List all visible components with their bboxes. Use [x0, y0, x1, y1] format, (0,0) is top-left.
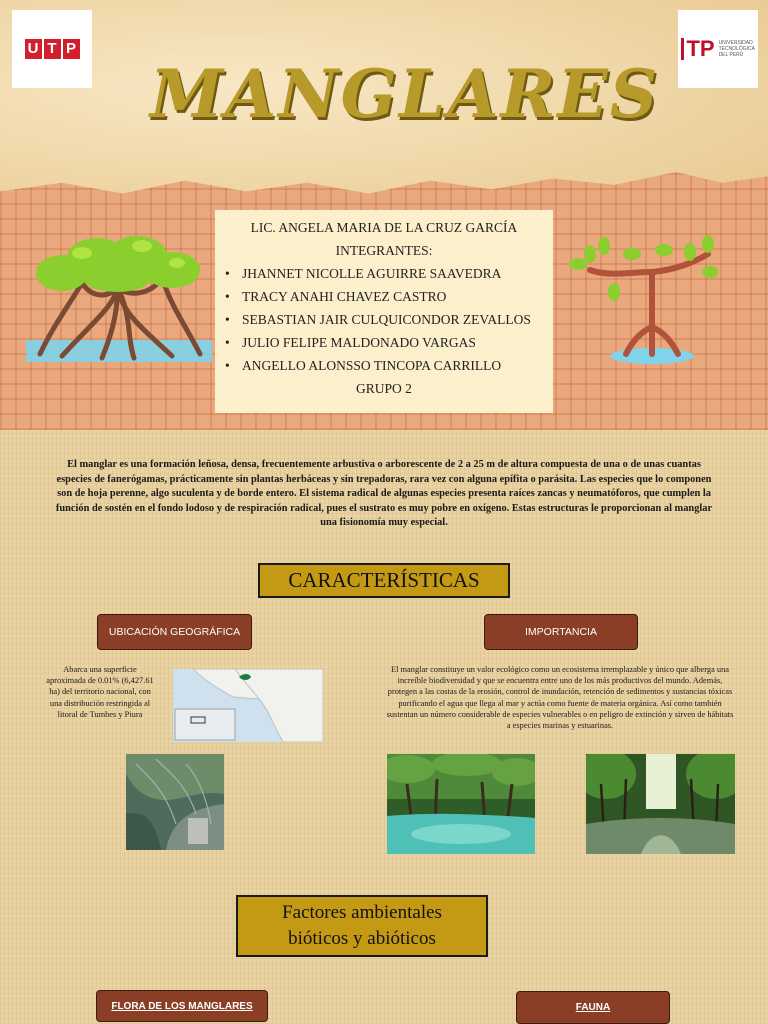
credits-box: [215, 210, 553, 413]
page-title: MANGLARES: [150, 55, 660, 133]
utp-logo: [12, 10, 92, 88]
member-name: JULIO FELIPE MALDONADO VARGAS: [242, 335, 476, 350]
members-label: INTEGRANTES:: [335, 243, 433, 258]
intro-paragraph: El manglar es una formación leñosa, densa, frecuentemente arbustiva o arborescente de 2 a 25 m de altura compuesta de una o de unas cuantas especies de fanerógamas, prácticamente sin plantas herbáceas y sin trepadoras, rara vez con alguna epífita o parásita. Las especies que lo componen son de hoja perenne, algo suculenta y de borde entero. El sistema radical de algunas especies presenta raíces zancas y neumatóforos, que cumplen la función de sostén en el fondo lodoso y de respiración radical, pues el sustrato es muy pobre en oxígeno. Estas estructuras le proporcionan al manglar una fisionomía muy especial.: [55, 459, 713, 528]
list-item: [215, 331, 553, 354]
professor-name: LIC. ANGELA MARIA DE LA CRUZ GARCÍA: [250, 220, 518, 235]
importancia-label: IMPORTANCIA: [484, 614, 638, 650]
group-label: GRUPO 2: [356, 381, 412, 396]
mangrove-photo-river: [586, 754, 735, 854]
member-name: SEBASTIAN JAIR CULQUICONDOR ZEVALLOS: [242, 312, 531, 327]
utp-logo-letter: T: [44, 39, 61, 59]
flora-label: FLORA DE LOS MANGLARES: [96, 990, 268, 1022]
member-name: JHANNET NICOLLE AGUIRRE SAAVEDRA: [242, 266, 502, 281]
bullet: •: [225, 289, 230, 304]
universidad-logo-mark: TP: [681, 38, 714, 60]
peru-location-map: [173, 669, 323, 742]
bullet: •: [225, 266, 230, 281]
member-name: TRACY ANAHI CHAVEZ CASTRO: [242, 289, 447, 304]
list-item: [215, 285, 553, 308]
section-title-factores-line2: bióticos y abióticos: [288, 928, 436, 949]
utp-logo-letter: P: [63, 39, 80, 59]
mangrove-tree-illustration-left: [22, 228, 214, 370]
importancia-text: El manglar constituye un valor ecológico como un ecosistema irremplazable y único que alberga una increíble biodiversidad y que se encuentra entre uno de los más productivos del mundo. Además, protegen a las costas de la erosión, control de inundación, retención de sedimentos y sustancias tóxicas purificando el agua que llega al mar y actúa como fuente de materia orgánica. Así como también sustentan un número considerable de especies vulnerables o en peligro de extinción y sirven de hábitats a especies marinas y estuarinas.: [386, 665, 734, 731]
list-item: [215, 354, 553, 377]
list-item: [215, 262, 553, 285]
utp-logo-letter: U: [25, 39, 42, 59]
fauna-label: FAUNA: [516, 991, 670, 1024]
bullet: •: [225, 335, 230, 350]
members-list: [215, 262, 553, 377]
mangrove-tree-illustration-right: [560, 232, 720, 370]
bullet: •: [225, 312, 230, 327]
universidad-logo-text: UNIVERSIDAD TECNOLÓGICA DEL PERÚ: [718, 40, 755, 58]
member-name: ANGELLO ALONSSO TINCOPA CARRILLO: [242, 358, 502, 373]
bullet: •: [225, 358, 230, 373]
section-title-factores-line1: Factores ambientales: [282, 902, 442, 923]
universidad-logo: [678, 10, 758, 88]
ubicacion-text: Abarca una superficie aproximada de 0.01% (6,427.61 ha) del territorio nacional, con una distribución restringida al litoral de Tumbes y Piura: [46, 665, 154, 719]
ubicacion-label: UBICACIÓN GEOGRÁFICA: [97, 614, 252, 650]
list-item: [215, 308, 553, 331]
section-title-factores: [236, 895, 488, 957]
satellite-image: [126, 754, 224, 850]
section-title-caracteristicas: CARACTERÍSTICAS: [258, 563, 510, 598]
mangrove-photo-lagoon: [387, 754, 535, 854]
